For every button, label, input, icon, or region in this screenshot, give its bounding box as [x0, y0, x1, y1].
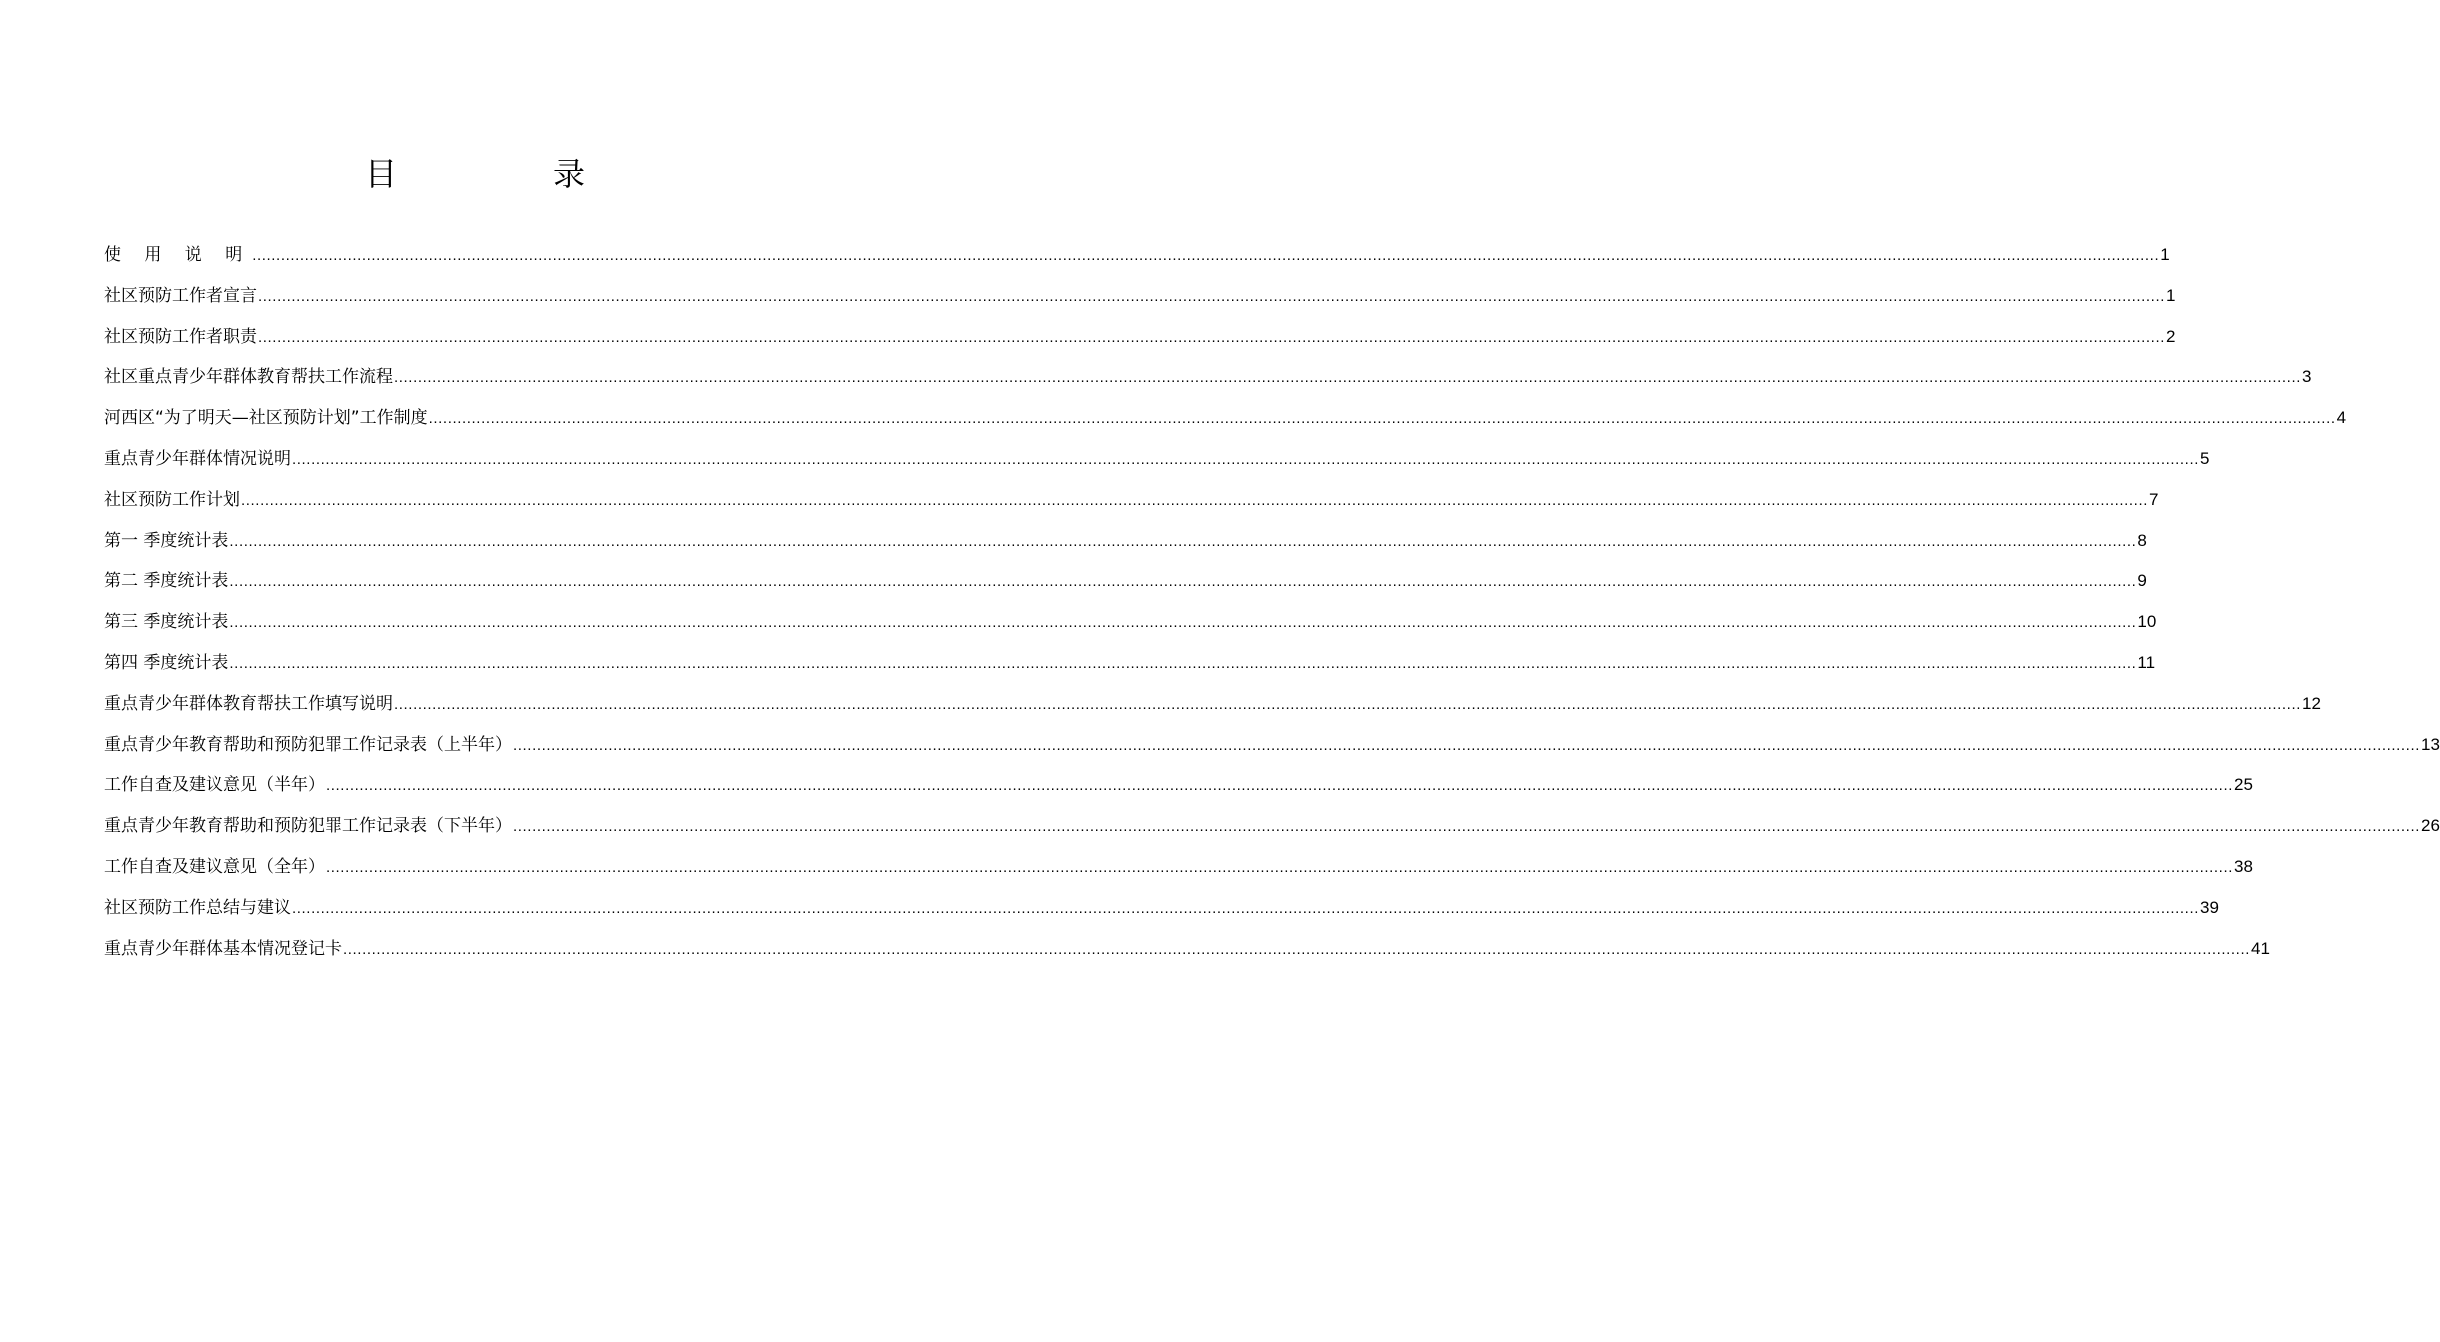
toc-dot-leader: ................................................................................................................................................................................................................................................................................................................................................................................................................: [258, 328, 2165, 346]
toc-entry-title: 社区预防工作者宣言: [104, 285, 257, 306]
toc-entry-page-number: 9: [2137, 571, 2147, 591]
toc-entry[interactable]: [104, 357, 2312, 398]
toc-entry-page-number: 12: [2302, 693, 2321, 713]
toc-entry-title: 工作自查及建议意见（半年）: [104, 775, 325, 796]
toc-entry-page-number: 4: [2336, 408, 2347, 428]
toc-entry[interactable]: [104, 725, 2440, 766]
toc-dot-leader: ................................................................................................................................................................................................................................................................................................................................................................................................................: [394, 695, 2301, 713]
toc-dot-leader: ................................................................................................................................................................................................................................................................................................................................................................................................................: [229, 532, 2137, 550]
toc-dot-leader: ................................................................................................................................................................................................................................................................................................................................................................................................................: [241, 491, 2148, 509]
toc-entry-page-number: 11: [2137, 652, 2156, 672]
toc-entry-page-number: 26: [2421, 816, 2440, 836]
toc-entry-title: 重点青少年群体教育帮扶工作填写说明: [104, 693, 393, 714]
toc-entry[interactable]: [104, 398, 2347, 439]
toc-entry[interactable]: [104, 439, 2210, 480]
toc-entry-page-number: 25: [2234, 775, 2253, 795]
toc-entry-page-number: 5: [2200, 448, 2210, 468]
toc-dot-leader: ................................................................................................................................................................................................................................................................................................................................................................................................................: [292, 899, 2199, 917]
toc-entry-title: 重点青少年群体情况说明: [104, 448, 291, 469]
toc-entry[interactable]: [104, 521, 2147, 562]
toc-entry-title: 社区预防工作总结与建议: [104, 897, 291, 918]
toc-entry[interactable]: [104, 806, 2440, 847]
toc-entry[interactable]: [104, 317, 2176, 358]
toc-entry-page-number: 1: [2166, 285, 2176, 305]
toc-entry[interactable]: [104, 480, 2159, 521]
toc-dot-leader: ................................................................................................................................................................................................................................................................................................................................................................................................................: [229, 654, 2137, 672]
toc-entry-page-number: 13: [2421, 734, 2440, 754]
toc-entry-page-number: 1: [2160, 245, 2170, 264]
toc-dot-leader: ................................................................................................................................................................................................................................................................................................................................................................................................................: [292, 450, 2199, 468]
toc-entry-page-number: 10: [2137, 612, 2157, 632]
toc-entry-title: 社区预防工作者职责: [104, 326, 257, 347]
toc-entry-page-number: 39: [2200, 897, 2219, 917]
toc-entry-title: 重点青少年群体基本情况登记卡: [104, 938, 342, 959]
table-of-contents: [104, 235, 2440, 969]
toc-entry[interactable]: [104, 561, 2147, 602]
toc-dot-leader: ................................................................................................................................................................................................................................................................................................................................................................................................................: [513, 736, 2420, 754]
toc-entry[interactable]: [104, 888, 2219, 929]
toc-entry-page-number: 7: [2149, 489, 2159, 509]
toc-dot-leader: ................................................................................................................................................................................................................................................................................................................................................................................................................: [394, 369, 2301, 387]
toc-entry-page-number: 38: [2234, 856, 2253, 876]
toc-entry-title: 使 用 说 明: [104, 245, 252, 265]
toc-entry-page-number: 2: [2166, 326, 2176, 346]
toc-entry-title: 社区重点青少年群体教育帮扶工作流程: [104, 367, 393, 388]
toc-entry-page-number: 3: [2302, 367, 2312, 387]
toc-entry-title: 重点青少年教育帮助和预防犯罪工作记录表（上半年）: [104, 734, 512, 755]
toc-entry-page-number: 8: [2137, 530, 2147, 550]
toc-entry[interactable]: [104, 602, 2157, 643]
toc-entry[interactable]: [104, 235, 2170, 276]
toc-entry-title: 第三 季度统计表: [104, 612, 229, 633]
toc-dot-leader: ................................................................................................................................................................................................................................................................................................................................................................................................................: [343, 940, 2250, 958]
toc-entry[interactable]: [104, 276, 2176, 317]
toc-entry-title: 第一 季度统计表: [104, 530, 229, 551]
toc-entry[interactable]: [104, 643, 2156, 684]
toc-entry-title: 第二 季度统计表: [104, 571, 229, 592]
toc-dot-leader: ................................................................................................................................................................................................................................................................................................................................................................................................................: [229, 573, 2137, 591]
toc-dot-leader: ................................................................................................................................................................................................................................................................................................................................................................................................................: [326, 858, 2233, 876]
toc-entry-title: 第四 季度统计表: [104, 652, 229, 673]
toc-entry[interactable]: [104, 929, 2270, 970]
toc-dot-leader: ................................................................................................................................................................................................................................................................................................................................................................................................................: [428, 410, 2336, 428]
page-title: 目 录: [364, 155, 647, 193]
toc-entry-title: 河西区“为了明天—社区预防计划”工作制度: [104, 408, 428, 429]
toc-dot-leader: ................................................................................................................................................................................................................................................................................................................................................................................................................: [513, 818, 2420, 836]
toc-entry-title: 社区预防工作计划: [104, 489, 240, 510]
toc-entry[interactable]: [104, 847, 2253, 888]
toc-entry-page-number: 41: [2251, 938, 2270, 958]
toc-entry-title: 重点青少年教育帮助和预防犯罪工作记录表（下半年）: [104, 816, 512, 837]
toc-entry[interactable]: [104, 765, 2253, 806]
toc-dot-leader: ................................................................................................................................................................................................................................................................................................................................................................................................................: [326, 777, 2233, 795]
toc-dot-leader: ................................................................................................................................................................................................................................................................................................................................................................................................................: [252, 247, 2160, 264]
toc-dot-leader: ................................................................................................................................................................................................................................................................................................................................................................................................................: [229, 614, 2137, 632]
toc-entry[interactable]: [104, 684, 2321, 725]
toc-entry-title: 工作自查及建议意见（全年）: [104, 856, 325, 877]
toc-dot-leader: ................................................................................................................................................................................................................................................................................................................................................................................................................: [258, 287, 2165, 305]
